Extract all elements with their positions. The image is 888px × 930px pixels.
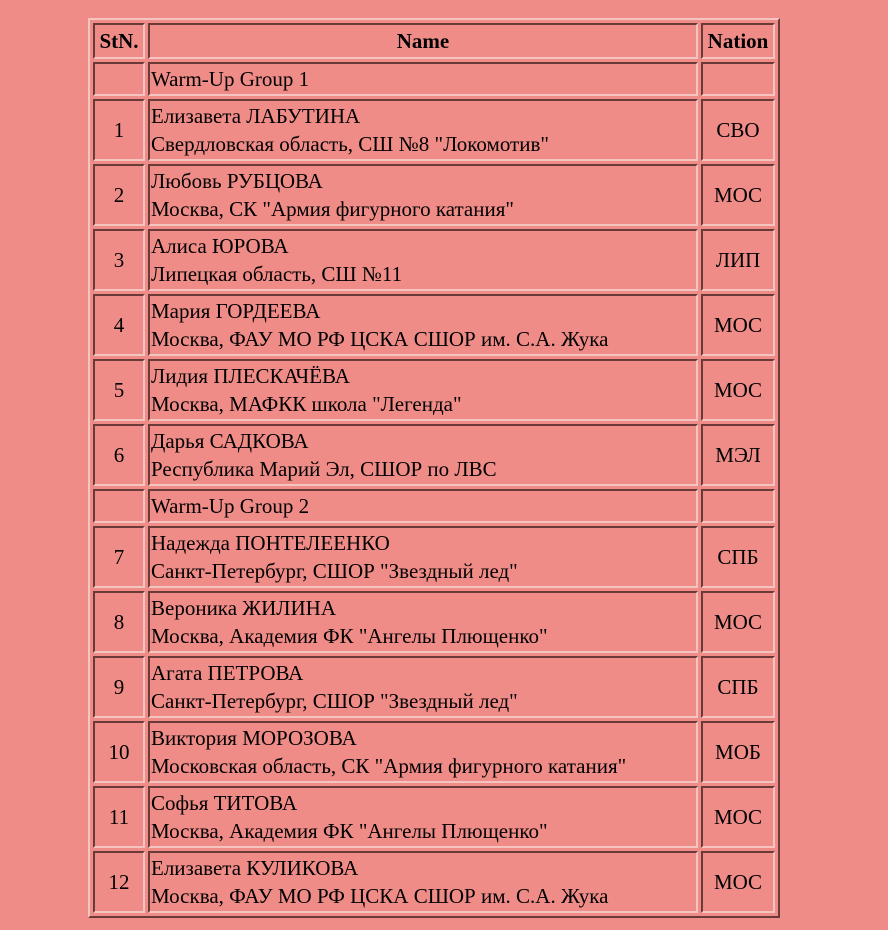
athlete-cell (148, 591, 698, 653)
athlete-row (93, 99, 775, 161)
nation-code: МОС (701, 164, 775, 226)
nation-code: ЛИП (701, 229, 775, 291)
athlete-cell (148, 786, 698, 848)
start-number: 10 (93, 721, 145, 783)
nation-code: МОС (701, 851, 775, 913)
start-number: 1 (93, 99, 145, 161)
athlete-cell (148, 164, 698, 226)
start-number: 9 (93, 656, 145, 718)
start-number: 2 (93, 164, 145, 226)
athlete-row (93, 591, 775, 653)
start-number: 5 (93, 359, 145, 421)
athlete-row (93, 851, 775, 913)
athlete-row (93, 229, 775, 291)
start-number: 4 (93, 294, 145, 356)
athlete-row (93, 721, 775, 783)
athlete-row (93, 526, 775, 588)
athlete-name: Вероника ЖИЛИНА (151, 596, 336, 620)
start-number: 7 (93, 526, 145, 588)
start-number: 11 (93, 786, 145, 848)
athlete-club: Москва, ФАУ МО РФ ЦСКА СШОР им. С.А. Жука (151, 327, 609, 351)
athlete-cell (148, 99, 698, 161)
nation-code: МОС (701, 591, 775, 653)
athlete-name: Елизавета ЛАБУТИНА (151, 104, 361, 128)
header-name: Name (148, 23, 698, 59)
athlete-club: Республика Марий Эл, СШОР по ЛВС (151, 457, 497, 481)
athlete-club: Санкт-Петербург, СШОР "Звездный лед" (151, 559, 518, 583)
group-num-cell (93, 489, 145, 523)
start-list-table (88, 18, 780, 918)
athlete-cell (148, 851, 698, 913)
nation-code: МОС (701, 786, 775, 848)
group-nation-cell (701, 62, 775, 96)
athlete-cell (148, 229, 698, 291)
start-number: 6 (93, 424, 145, 486)
athlete-row (93, 424, 775, 486)
nation-code: СПБ (701, 656, 775, 718)
nation-code: СВО (701, 99, 775, 161)
athlete-name: Софья ТИТОВА (151, 791, 298, 815)
athlete-name: Агата ПЕТРОВА (151, 661, 304, 685)
athlete-cell (148, 656, 698, 718)
start-number: 12 (93, 851, 145, 913)
nation-code: МОС (701, 294, 775, 356)
group-row (93, 62, 775, 96)
group-num-cell (93, 62, 145, 96)
athlete-club: Московская область, СК "Армия фигурного катания" (151, 754, 627, 778)
athlete-row (93, 786, 775, 848)
nation-code: МЭЛ (701, 424, 775, 486)
nation-code: МОС (701, 359, 775, 421)
header-nation: Nation (701, 23, 775, 59)
athlete-club: Санкт-Петербург, СШОР "Звездный лед" (151, 689, 518, 713)
athlete-club: Свердловская область, СШ №8 "Локомотив" (151, 132, 549, 156)
nation-code: МОБ (701, 721, 775, 783)
athlete-cell (148, 424, 698, 486)
athlete-cell (148, 294, 698, 356)
athlete-row (93, 294, 775, 356)
group-title: Warm-Up Group 1 (148, 62, 698, 96)
athlete-name: Дарья САДКОВА (151, 429, 309, 453)
athlete-club: Москва, Академия ФК "Ангелы Плющенко" (151, 819, 548, 843)
nation-code: СПБ (701, 526, 775, 588)
athlete-cell (148, 526, 698, 588)
athlete-name: Любовь РУБЦОВА (151, 169, 323, 193)
group-nation-cell (701, 489, 775, 523)
athlete-club: Москва, МАФКК школа "Легенда" (151, 392, 462, 416)
group-row (93, 489, 775, 523)
athlete-cell (148, 359, 698, 421)
athlete-name: Лидия ПЛЕСКАЧЁВА (151, 364, 350, 388)
athlete-row (93, 164, 775, 226)
athlete-club: Москва, Академия ФК "Ангелы Плющенко" (151, 624, 548, 648)
start-number: 8 (93, 591, 145, 653)
athlete-row (93, 359, 775, 421)
athlete-club: Москва, СК "Армия фигурного катания" (151, 197, 514, 221)
athlete-name: Алиса ЮРОВА (151, 234, 289, 258)
header-stn: StN. (93, 23, 145, 59)
athlete-name: Елизавета КУЛИКОВА (151, 856, 359, 880)
group-title: Warm-Up Group 2 (148, 489, 698, 523)
athlete-cell (148, 721, 698, 783)
athlete-club: Москва, ФАУ МО РФ ЦСКА СШОР им. С.А. Жука (151, 884, 609, 908)
athlete-name: Виктория МОРОЗОВА (151, 726, 357, 750)
athlete-name: Надежда ПОНТЕЛЕЕНКО (151, 531, 390, 555)
athlete-row (93, 656, 775, 718)
header-row (93, 23, 775, 59)
athlete-name: Мария ГОРДЕЕВА (151, 299, 321, 323)
start-number: 3 (93, 229, 145, 291)
athlete-club: Липецкая область, СШ №11 (151, 262, 403, 286)
